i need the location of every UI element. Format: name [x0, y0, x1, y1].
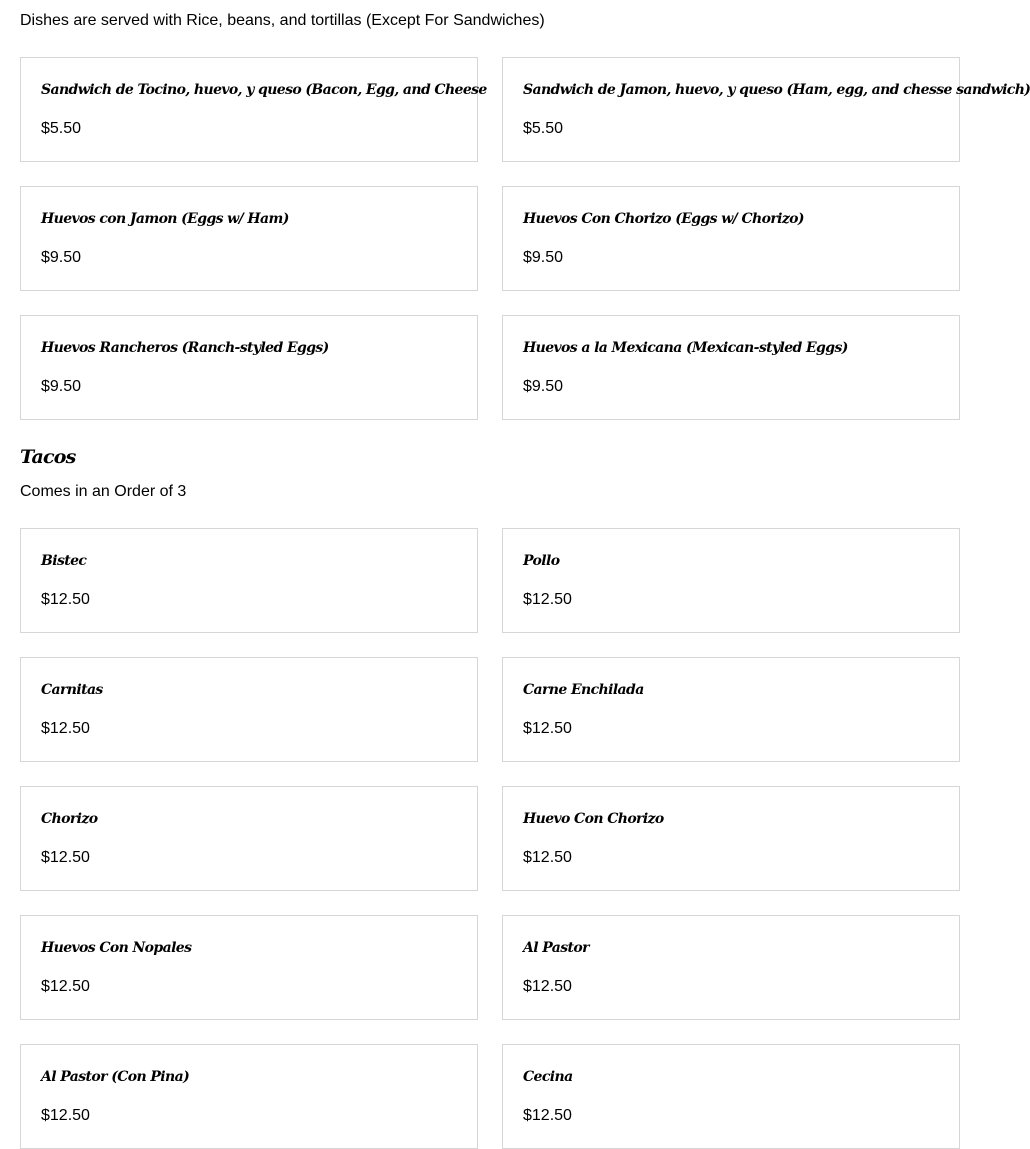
menu-item-price: $12.50 — [41, 849, 90, 866]
menu-item-card[interactable] — [502, 57, 1030, 162]
menu-item-name: Carne Enchilada — [523, 682, 644, 698]
menu-item-card[interactable] — [20, 315, 478, 420]
menu-item-price: $9.50 — [523, 249, 564, 266]
menu-item-price: $12.50 — [41, 1107, 90, 1124]
menu-item-card[interactable] — [502, 786, 960, 891]
menu-item-name: Huevos Rancheros (Ranch-styled Eggs) — [41, 340, 329, 356]
menu-item-name: Huevos con Jamon (Eggs w/ Ham) — [41, 211, 289, 227]
breakfast-note: Dishes are served with Rice, beans, and tortillas (Except For Sandwiches) — [20, 12, 545, 29]
menu-item-name: Chorizo — [41, 811, 98, 827]
menu-item-price: $12.50 — [41, 591, 90, 608]
menu-item-card[interactable] — [20, 57, 487, 162]
menu-item-name: Al Pastor — [523, 940, 589, 956]
menu-item-name: Sandwich de Jamon, huevo, y queso (Ham, egg, and chesse sandwich) — [523, 82, 1030, 98]
menu-item-price: $12.50 — [523, 978, 572, 995]
menu-item-card[interactable] — [502, 315, 960, 420]
menu-item-card[interactable] — [502, 1044, 960, 1149]
tacos-item-grid — [20, 528, 960, 1149]
menu-item-price: $12.50 — [523, 591, 572, 608]
menu-item-card[interactable] — [20, 186, 478, 291]
tacos-section-title: Tacos — [20, 446, 76, 468]
menu-item-price: $12.50 — [523, 849, 572, 866]
menu-item-price: $5.50 — [523, 120, 564, 137]
breakfast-item-grid — [20, 57, 1030, 420]
tacos-note: Comes in an Order of 3 — [20, 483, 187, 500]
menu-item-card[interactable] — [502, 528, 960, 633]
menu-item-card[interactable] — [20, 786, 478, 891]
menu-item-card[interactable] — [20, 1044, 478, 1149]
menu-item-name: Huevos Con Nopales — [41, 940, 192, 956]
menu-item-name: Carnitas — [41, 682, 103, 698]
menu-item-name: Huevos Con Chorizo (Eggs w/ Chorizo) — [523, 211, 804, 227]
menu-item-name: Pollo — [523, 553, 560, 569]
menu-item-card[interactable] — [20, 528, 478, 633]
menu-item-price: $9.50 — [41, 378, 82, 395]
menu-item-name: Huevo Con Chorizo — [523, 811, 664, 827]
menu-item-card[interactable] — [502, 915, 960, 1020]
menu-item-name: Bistec — [41, 553, 87, 569]
menu-item-name: Al Pastor (Con Pina) — [41, 1069, 190, 1085]
menu-item-price: $9.50 — [41, 249, 82, 266]
menu-item-price: $12.50 — [41, 978, 90, 995]
menu-item-card[interactable] — [20, 657, 478, 762]
menu-item-name: Sandwich de Tocino, huevo, y queso (Bacon, Egg, and Cheese — [41, 82, 487, 98]
menu-item-name: Cecina — [523, 1069, 573, 1085]
menu-item-price: $5.50 — [41, 120, 82, 137]
menu-item-price: $9.50 — [523, 378, 564, 395]
menu-item-name: Huevos a la Mexicana (Mexican-styled Eggs) — [523, 340, 848, 356]
menu-item-price: $12.50 — [41, 720, 90, 737]
menu-item-price: $12.50 — [523, 720, 572, 737]
menu-item-card[interactable] — [502, 186, 960, 291]
menu-item-price: $12.50 — [523, 1107, 572, 1124]
menu-item-card[interactable] — [20, 915, 478, 1020]
menu-item-card[interactable] — [502, 657, 960, 762]
